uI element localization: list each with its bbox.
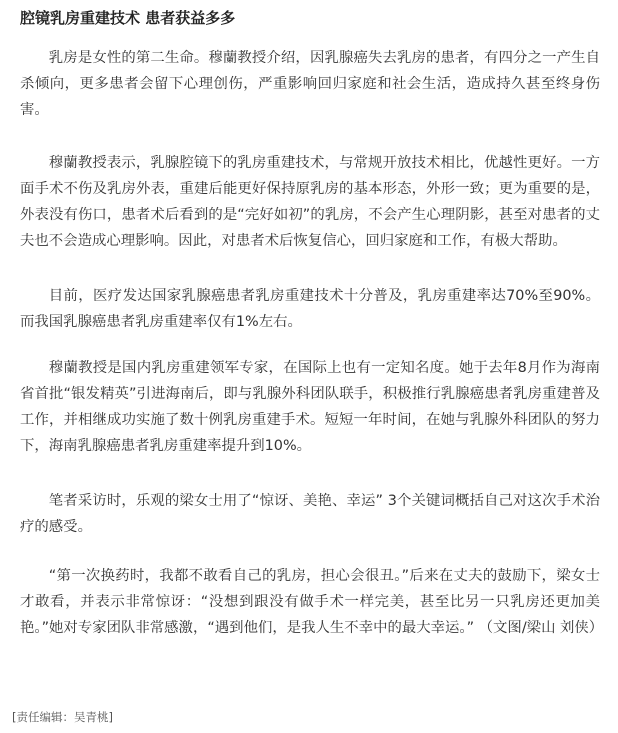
article-paragraph: 笔者采访时，乐观的梁女士用了“惊讶、美艳、幸运” 3个关键词概括自己对这次手术治疗的感受。	[20, 493, 600, 535]
editor-credit: [责任编辑：吴青桃]	[12, 710, 113, 724]
article-paragraph: 穆蘭教授表示，乳腺腔镜下的乳房重建技术，与常规开放技术相比，优越性更好。一方面手术不伤及乳房外表，重建后能更好保持原乳房的基本形态，外形一致；更为重要的是，外表没有伤口，患者术后看到的是“完好如初”的乳房，不会产生心理阴影，甚至对患者的丈夫也不会造成心理影响。因此，对患者术后恢复信心，回归家庭和工作，有极大帮助。	[20, 155, 600, 249]
article-paragraph: “第一次换药时，我都不敢看自己的乳房，担心会很丑。”后来在丈夫的鼓励下，梁女士才敢看，并表示非常惊讶：“没想到跟没有做手术一样完美，甚至比另一只乳房还更加美艳。”她对专家团队非常感激，“遇到他们，是我人生不幸中的最大幸运。” （文图/梁山 刘侠）	[20, 568, 604, 636]
article-paragraph: 穆蘭教授是国内乳房重建领军专家，在国际上也有一定知名度。她于去年8月作为海南省首批“银发精英”引进海南后，即与乳腺外科团队联手，积极推行乳腺癌患者乳房重建普及工作，并相继成功实施了数十例乳房重建手术。短短一年时间，在她与乳腺外科团队的努力下，海南乳腺癌患者乳房重建率提升到10%。	[20, 360, 600, 454]
article-paragraph: 目前，医疗发达国家乳腺癌患者乳房重建技术十分普及，乳房重建率达70%至90%。而我国乳腺癌患者乳房重建率仅有1%左右。	[20, 288, 600, 330]
article-title: 腔镜乳房重建技术 患者获益多多	[20, 9, 236, 27]
article-paragraph: 乳房是女性的第二生命。穆蘭教授介绍，因乳腺癌失去乳房的患者，有四分之一产生自杀倾向，更多患者会留下心理创伤，严重影响回归家庭和社会生活，造成持久甚至终身伤害。	[20, 50, 600, 118]
